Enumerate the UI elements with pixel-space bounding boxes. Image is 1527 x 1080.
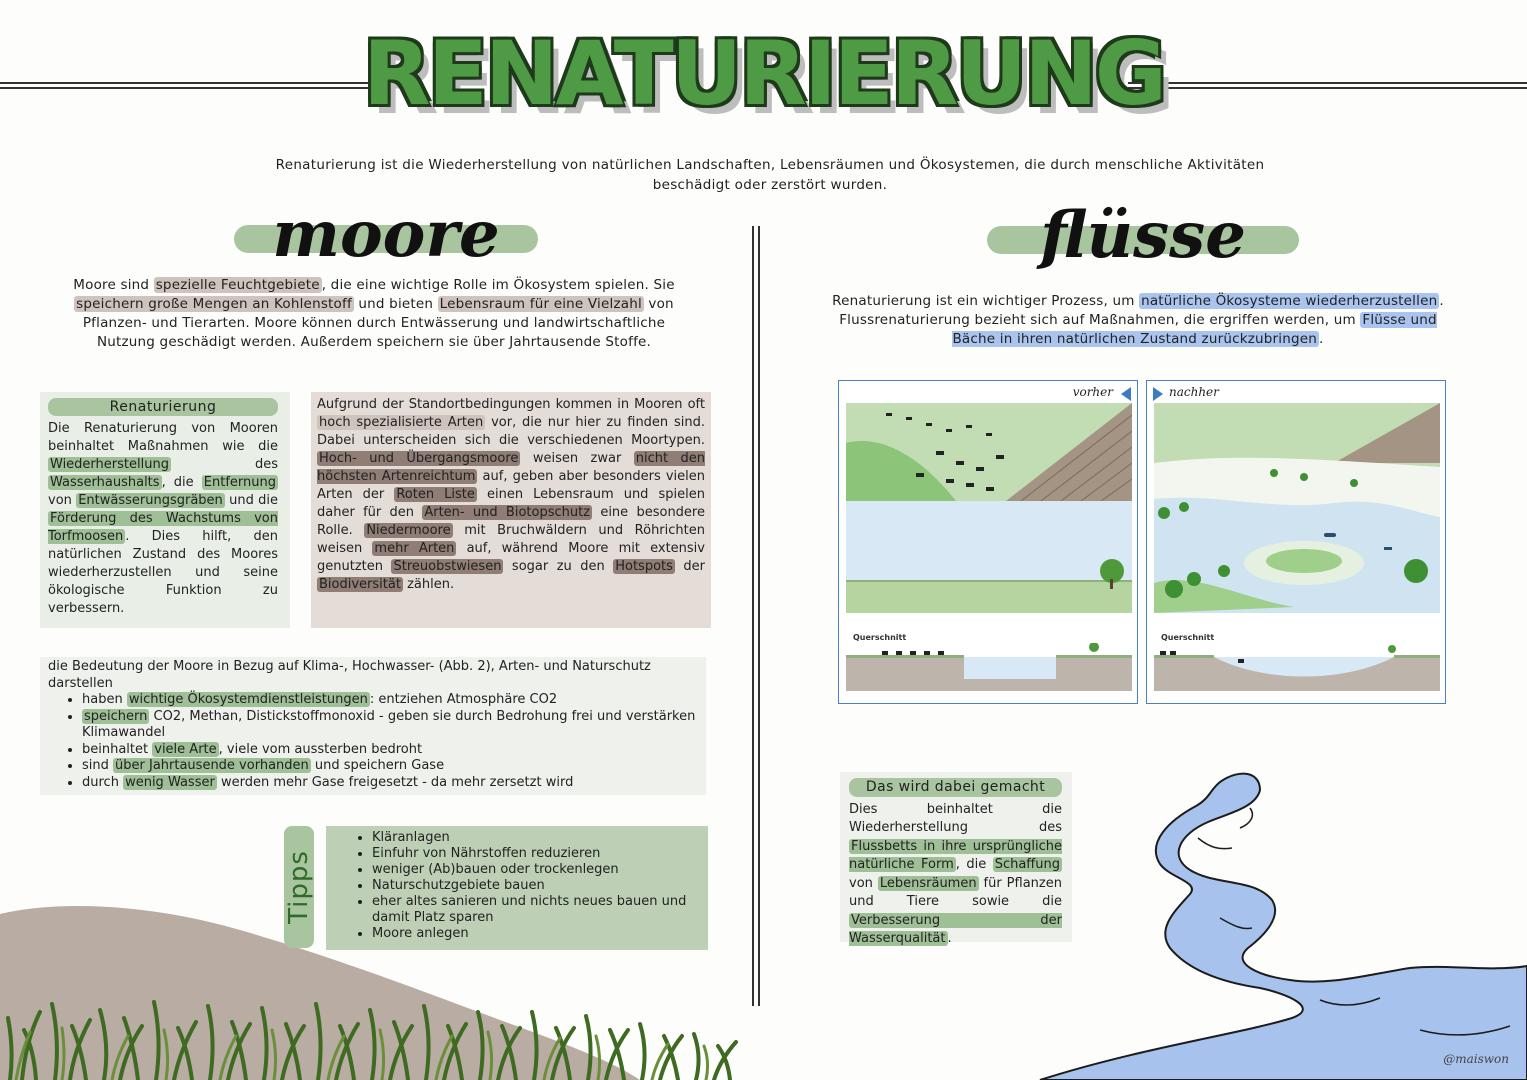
gemacht-heading: Das wird dabei gemacht bbox=[849, 778, 1062, 797]
renaturierung-box bbox=[40, 392, 290, 628]
list-item: • speichern CO2, Methan, Distickstoffmonoxid - geben sie durch Bedrohung frei und verstärken Klimawandel bbox=[82, 709, 698, 742]
fluesse-title: flüsse bbox=[1040, 198, 1246, 273]
list-item: • Kläranlagen bbox=[372, 830, 700, 846]
before-cross-section-label: Querschnitt bbox=[853, 633, 907, 642]
list-item: • durch wenig Wasser werden mehr Gase freigesetzt - da mehr zersetzt wird bbox=[82, 775, 698, 792]
tipps-label: Tipps bbox=[284, 826, 314, 948]
credit: @maiswon bbox=[1443, 1052, 1509, 1066]
before-arrow-icon bbox=[1121, 387, 1131, 401]
before-landscape-illustration bbox=[846, 403, 1132, 613]
before-cross-section-illustration bbox=[846, 643, 1132, 691]
list-item: • Moore anlegen bbox=[372, 926, 700, 942]
moore-text: Moore sind spezielle Feuchtgebiete , die eine wichtige Rolle im Ökosystem spielen. Sie speichern große Mengen an Kohlenstoff und bieten Lebensraum für eine Vielzahl von Pflanzen- und Tierarten. Moore können durch Entwässerung und landwirtschaftliche Nutzung geschädigt werden. Außerdem speichern sie über Jahrtausende Stoffe. bbox=[73, 277, 675, 350]
bedeutung-intro: die Bedeutung der Moore in Bezug auf Klima-, Hochwasser- (Abb. 2), Arten- und Naturschutz darstellen bbox=[48, 659, 651, 691]
panel-before bbox=[838, 380, 1138, 704]
list-item: • Naturschutzgebiete bauen bbox=[372, 878, 700, 894]
moore-title: moore bbox=[272, 197, 500, 272]
after-cross-section-illustration bbox=[1154, 643, 1440, 691]
page-title: RENATURIERUNG bbox=[363, 22, 1164, 125]
intro-text: Renaturierung ist die Wiederherstellung von natürlichen Landschaften, Lebensräumen und Ökosystemen, die durch menschliche Aktivitäten beschädigt oder zerstört wurden. bbox=[275, 157, 1265, 193]
after-cross-section-label: Querschnitt bbox=[1161, 633, 1215, 642]
list-item: • sind über Jahrtausende vorhanden und speichern Gase bbox=[82, 758, 698, 775]
renaturierung-heading: Renaturierung bbox=[48, 398, 278, 416]
list-item: • beinhaltet viele Arte , viele vom aussterben bedroht bbox=[82, 742, 698, 759]
after-arrow-icon bbox=[1153, 387, 1163, 401]
after-label: nachher bbox=[1169, 385, 1219, 399]
tipps-box bbox=[326, 826, 708, 950]
moortypen-box: Aufgrund der Standortbedingungen kommen in Mooren oft hoch spezialisierte Arten vor, die nur hier zu finden sind. Dabei unterscheiden sich die verschiedenen Moortypen. Hoch- und Übergangsmoore weisen zwar nicht den höchsten Artenreichtum auf, geben aber besonders vielen Arten der Roten Liste einen Lebensraum und spielen daher für den Arten- und Biotopschutz eine besondere Rolle. Niedermoore mit Bruchwäldern und Röhrichten weisen mehr Arten auf, während Moore mit extensiv genutzten Streuobstwiesen sogar zu den Hotspots der Biodiversität zählen. bbox=[311, 392, 711, 628]
renaturierung-text: Die Renaturierung von Mooren beinhaltet Maßnahmen wie die Wiederherstellung des Wasserhaushalts , die Entfernung von Entwässerungsgräben und die Förderung des Wachstums von Torfmoosen . Dies hilft, den natürlichen Zustand des Moores wiederherzustellen und seine ökologische Funktion zu verbessern. bbox=[48, 421, 278, 616]
column-divider bbox=[752, 226, 760, 1006]
bedeutung-list bbox=[48, 692, 698, 791]
list-item: • Einfuhr von Nährstoffen reduzieren bbox=[372, 846, 700, 862]
bedeutung-box bbox=[40, 657, 706, 795]
list-item: • weniger (Ab)bauen oder trockenlegen bbox=[372, 862, 700, 878]
gemacht-box bbox=[840, 772, 1072, 946]
after-landscape-illustration bbox=[1154, 403, 1440, 613]
panel-after bbox=[1146, 380, 1446, 704]
river-shape bbox=[1040, 774, 1527, 1080]
river-illustration bbox=[1020, 768, 1527, 1080]
tipps-list bbox=[334, 830, 700, 942]
list-item: • eher altes sanieren und nichts neues bauen und damit Platz sparen bbox=[372, 894, 700, 926]
before-label: vorher bbox=[1072, 385, 1113, 399]
gemacht-text: Dies beinhaltet die Wiederherstellung des Flussbetts in ihre ursprüngliche natürliche Form , die Schaffung von Lebensräumen für Pflanzen und Tiere sowie die Verbesserung der Wasserqualität . bbox=[849, 801, 1062, 946]
fluesse-text: Renaturierung ist ein wichtiger Prozess, um natürliche Ökosysteme wiederherzustellen . Flussrenaturierung bezieht sich auf Maßnahmen, die ergriffen werden, um Flüsse und Bäche in ihren natürlichen Zustand zurückzubringen . bbox=[832, 293, 1444, 347]
list-item: • haben wichtige Ökosystemdienstleistungen : entziehen Atmosphäre CO2 bbox=[82, 692, 698, 709]
